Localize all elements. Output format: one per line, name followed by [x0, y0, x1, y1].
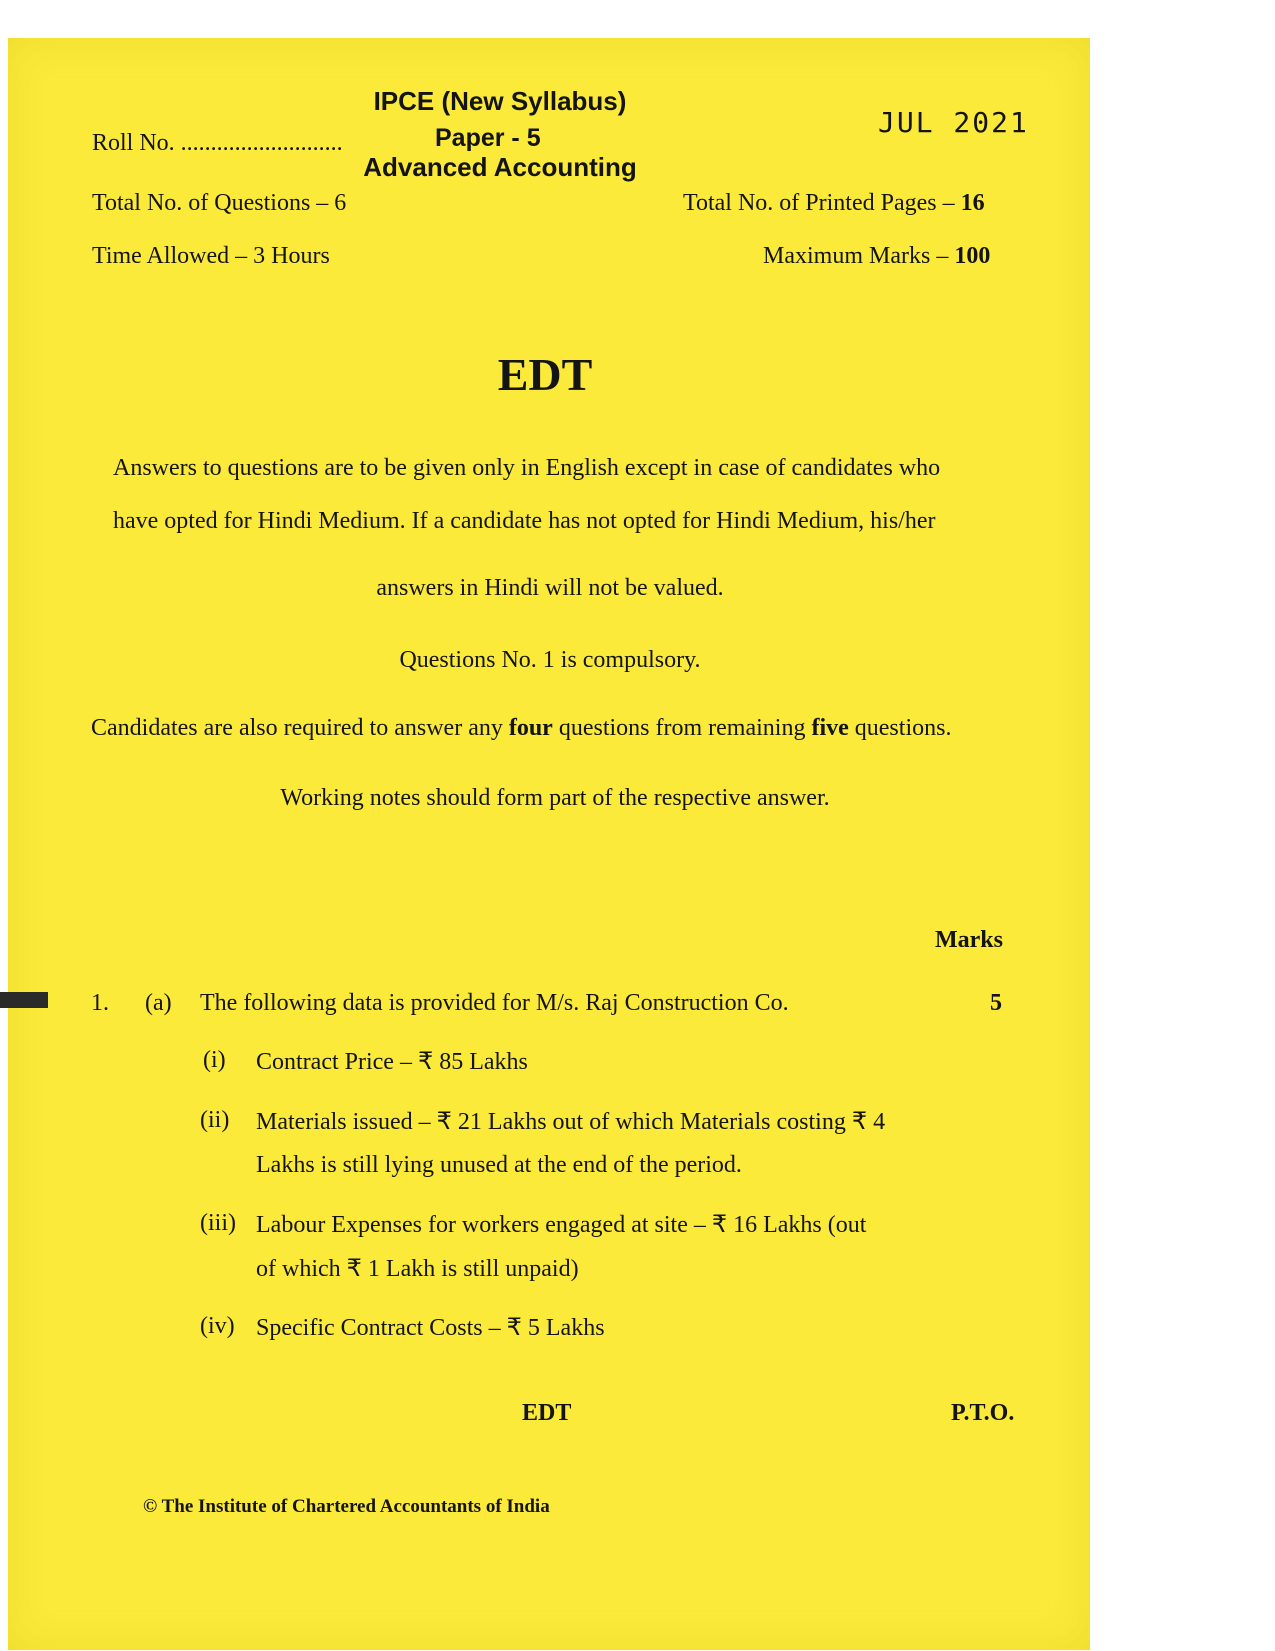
total-pages-label: Total No. of Printed Pages – — [683, 190, 955, 216]
item-text: Labour Expenses for workers engaged at site – ₹ 16 Lakhs (out — [256, 1212, 867, 1238]
working-notes-note: Working notes should form part of the respective answer. — [280, 785, 830, 811]
total-pages-value: 16 — [960, 190, 985, 216]
item-text: Specific Contract Costs – ₹ 5 Lakhs — [256, 1315, 605, 1341]
subject-title: Advanced Accounting — [363, 152, 637, 182]
item-text-continued: Lakhs is still lying unused at the end of the period. — [256, 1152, 742, 1178]
instruction-line-3: answers in Hindi will not be valued. — [376, 575, 724, 601]
time-allowed — [92, 243, 330, 270]
item-number: (i) — [203, 1047, 226, 1073]
total-questions: Total No. of Questions – 6 — [92, 190, 347, 216]
exam-date: JUL 2021 — [878, 106, 1029, 139]
margin-mark — [0, 992, 48, 1008]
time-value: 3 Hours — [253, 243, 330, 269]
footer-code: EDT — [522, 1400, 572, 1426]
item-text: Contract Price – ₹ 85 Lakhs — [256, 1049, 528, 1075]
answer-any-post: questions. — [854, 715, 952, 741]
max-marks-value: 100 — [954, 243, 991, 269]
answer-any-five: five — [811, 715, 849, 741]
answer-any-pre: Candidates are also required to answer any — [91, 715, 503, 741]
instruction-line-1: Answers to questions are to be given only in English except in case of candidates who — [113, 455, 941, 481]
answer-any-four: four — [508, 715, 553, 741]
question-marks: 5 — [990, 990, 1002, 1016]
marks-heading: Marks — [935, 927, 1003, 953]
item-number: (iv) — [200, 1313, 235, 1339]
roll-number-label: Roll No. ........................... — [92, 130, 343, 156]
item-number: (iii) — [200, 1210, 236, 1236]
maximum-marks — [763, 243, 990, 270]
paper-code: EDT — [497, 349, 593, 400]
time-label: Time Allowed – — [92, 243, 248, 269]
item-text: Materials issued – ₹ 21 Lakhs out of which Materials costing ₹ 4 — [256, 1109, 886, 1135]
answer-any-note — [91, 715, 951, 742]
question-part: (a) — [145, 990, 172, 1016]
instruction-line-2: have opted for Hindi Medium. If a candidate has not opted for Hindi Medium, his/her — [113, 508, 936, 534]
exam-title: IPCE (New Syllabus) — [373, 86, 627, 116]
item-number: (ii) — [200, 1107, 230, 1133]
compulsory-note: Questions No. 1 is compulsory. — [399, 647, 701, 673]
copyright-notice: © The Institute of Chartered Accountants of India — [143, 1496, 550, 1517]
question-text: The following data is provided for M/s. Raj Construction Co. — [200, 990, 789, 1016]
answer-any-mid: questions from remaining — [558, 715, 806, 741]
paper-number: Paper - 5 — [435, 124, 541, 152]
question-number: 1. — [91, 990, 109, 1016]
total-pages — [683, 190, 985, 217]
max-marks-label: Maximum Marks – — [763, 243, 949, 269]
pto-label: P.T.O. — [951, 1400, 1015, 1426]
item-text-continued: of which ₹ 1 Lakh is still unpaid) — [256, 1256, 579, 1282]
